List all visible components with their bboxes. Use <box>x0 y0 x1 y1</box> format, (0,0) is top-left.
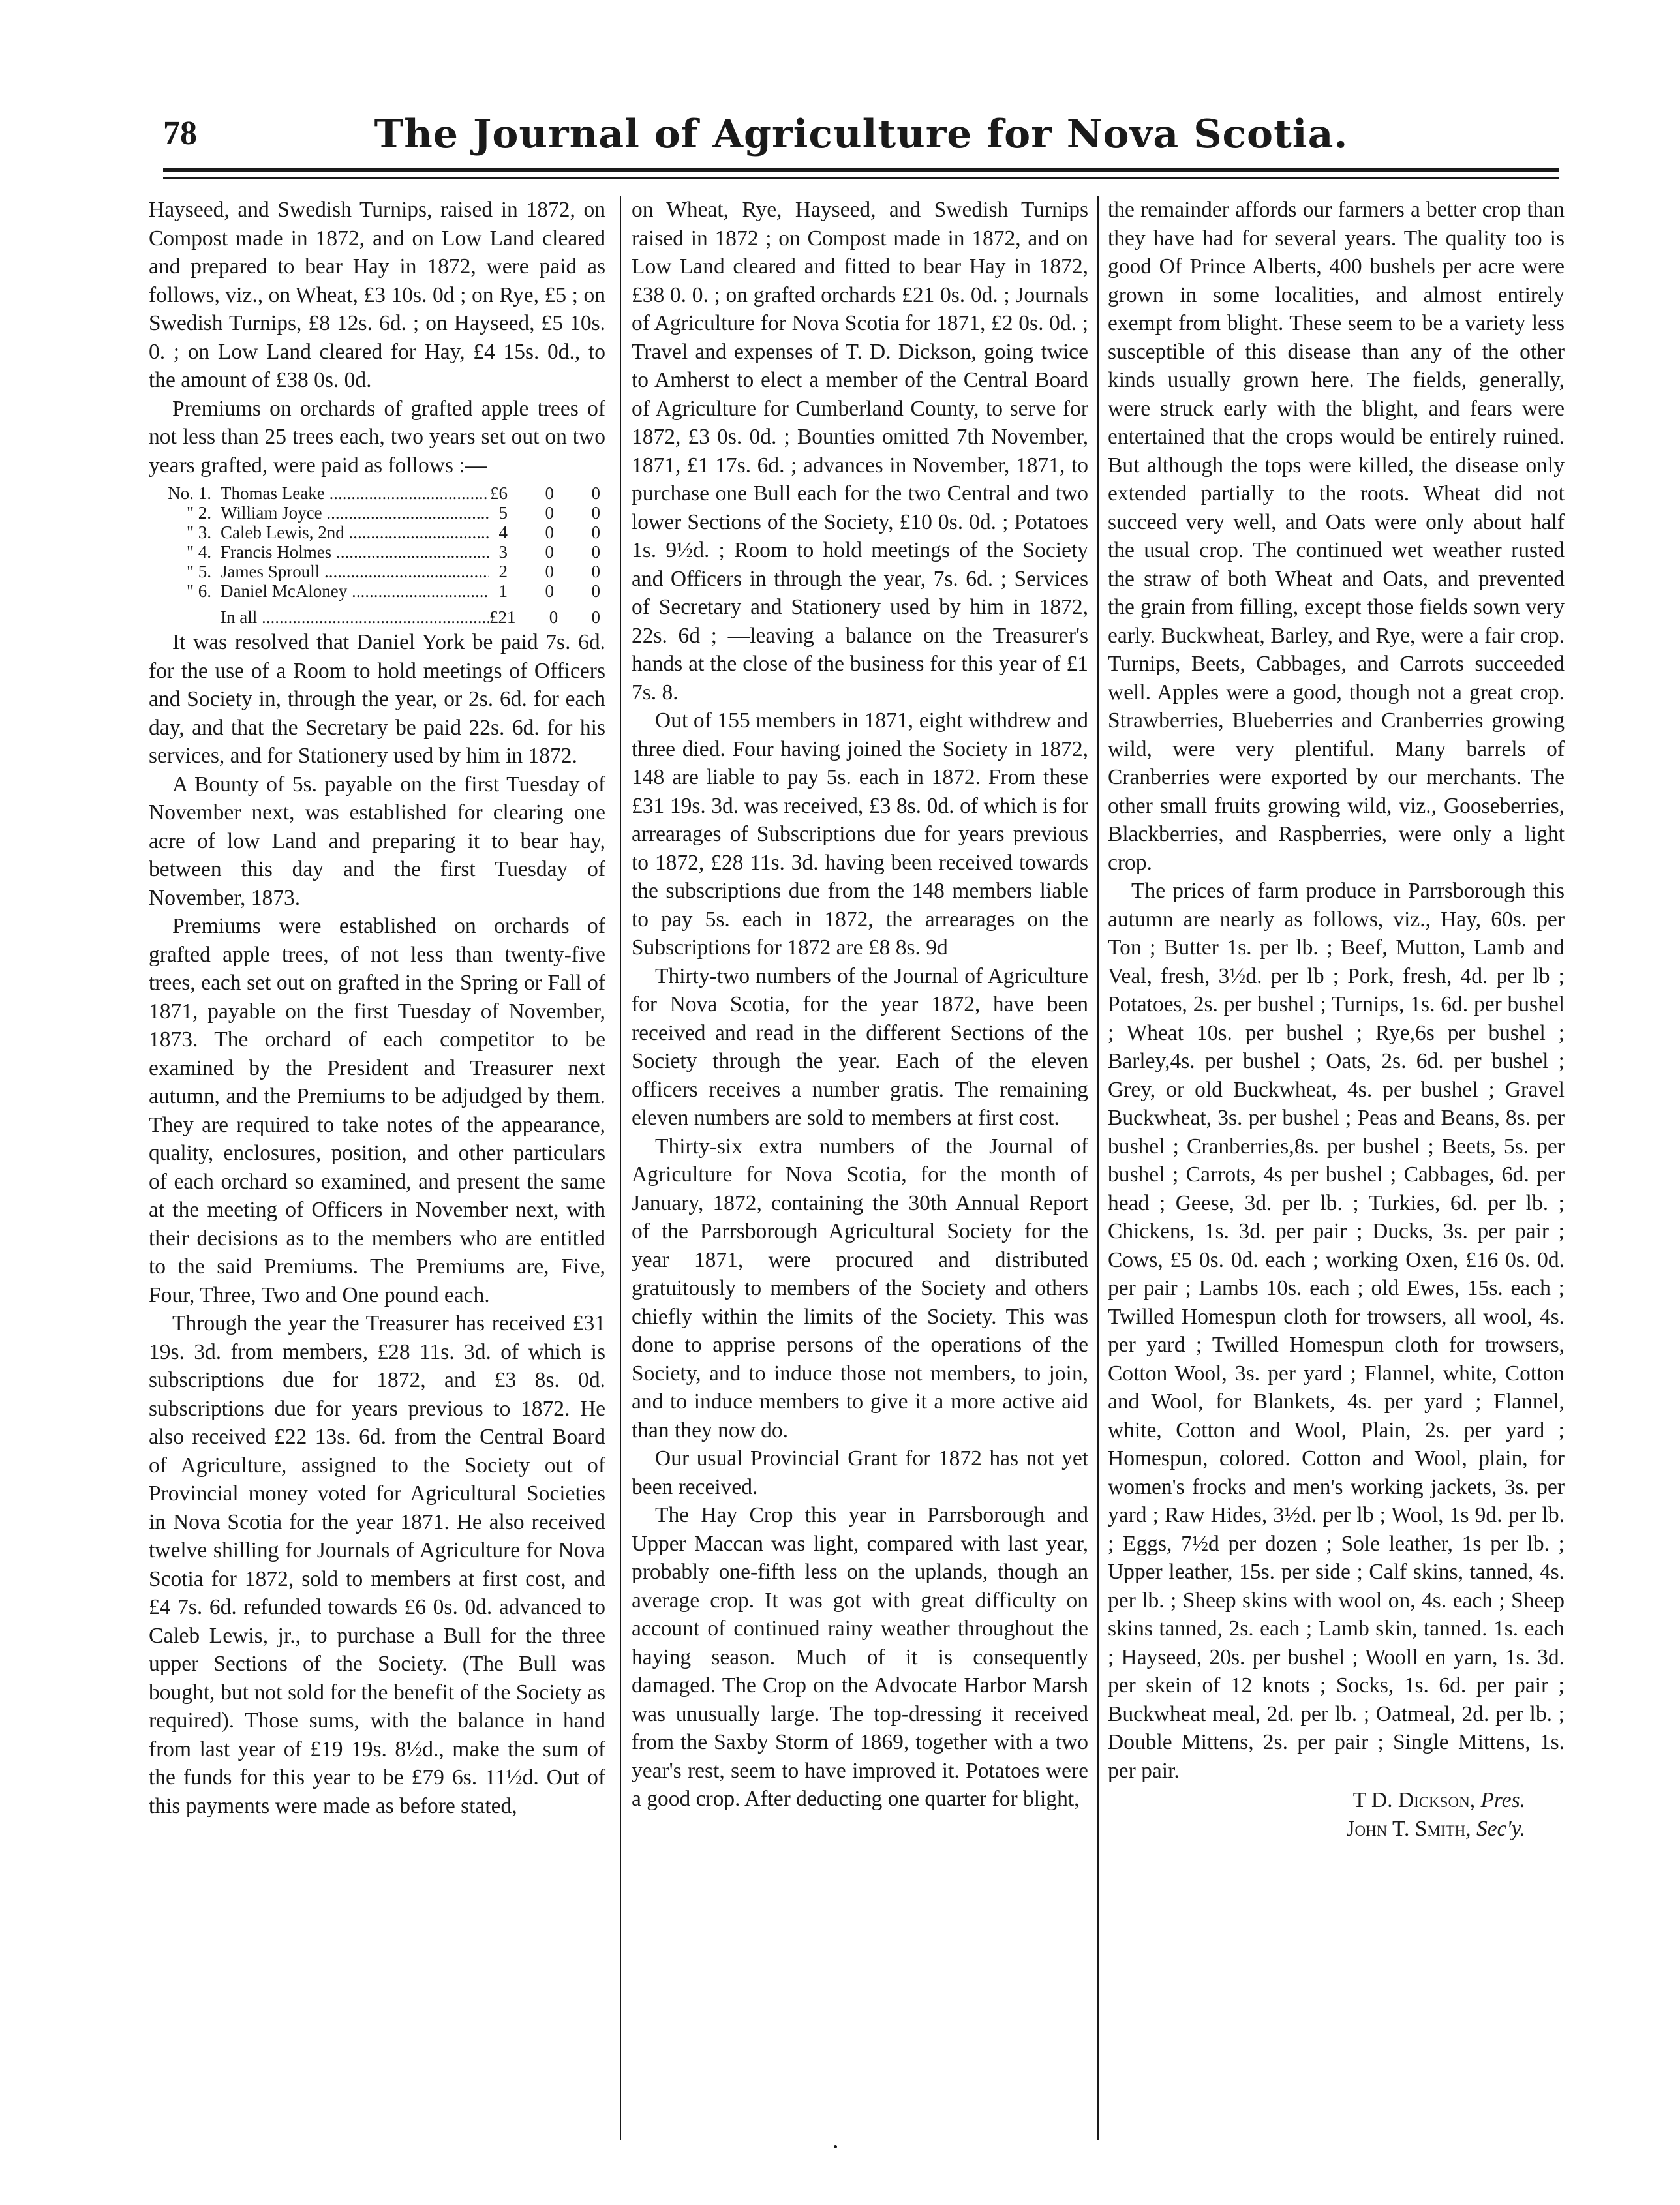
page-header <box>163 114 1559 160</box>
list-name: William Joyce ..... <box>221 503 489 523</box>
list-item <box>149 503 605 523</box>
pounds: £6 <box>490 483 508 503</box>
list-item <box>149 542 605 562</box>
list-amount <box>489 483 605 503</box>
column-1 <box>149 196 605 1820</box>
pence: 0 <box>591 562 600 581</box>
column-divider-1 <box>620 196 621 2140</box>
shillings: 0 <box>545 523 554 542</box>
list-item <box>149 523 605 542</box>
pence: 0 <box>591 483 600 503</box>
running-title: The Journal of Agriculture for Nova Scotia. <box>374 112 1349 157</box>
list-amount <box>489 542 605 562</box>
page-number: 78 <box>163 115 197 152</box>
list-name: Caleb Lewis, 2nd ..... <box>221 523 489 542</box>
pence: 0 <box>591 503 600 523</box>
paragraph: A Bounty of 5s. payable on the first Tuesday of November next, was established for clearing one acre of low Land and preparing it to bear hay, between this day and the first Tuesday of November, 1873. <box>149 772 605 910</box>
paragraph: It was resolved that Daniel York be paid 7s. 6d. for the use of a Room to hold meetings of Officers and Society in, through the year, or 2s. 6d. for each day, and that the Secretary be paid 22s. 6d. for his services, and for Stationery used by him in 1872. <box>149 630 605 768</box>
paragraph: Hayseed, and Swedish Turnips, raised in 1872, on Compost made in 1872, and on Low Land cleared and prepared to bear Hay in 1872, were paid as follows, viz., on Wheat, £3 10s. 0d ; on Rye, £5 ; on Swedish Turnips, £8 12s. 6d. ; on Hayseed, £5 10s. 0. ; on Low Land cleared for Hay, £4 15s. 0d., to the amount of £38 0s. 0d. <box>149 198 605 392</box>
signature-role: Sec'y. <box>1476 1816 1525 1841</box>
pounds: 5 <box>498 503 508 523</box>
column-3 <box>1108 196 1565 1843</box>
pounds: 2 <box>498 562 508 581</box>
pence: 0 <box>591 607 600 627</box>
list-number: " 3. <box>186 523 211 542</box>
column-2 <box>632 196 1088 1814</box>
list-name: Thomas Leake ..... <box>221 483 489 503</box>
list-amount <box>489 581 605 601</box>
header-rule-thick <box>163 168 1559 172</box>
shillings: 0 <box>545 581 554 601</box>
pence: 0 <box>591 581 600 601</box>
list-item <box>149 581 605 601</box>
shillings: 0 <box>545 542 554 562</box>
pounds: 4 <box>498 523 508 542</box>
list-total <box>149 607 605 627</box>
total-label: In all ..... <box>221 607 489 627</box>
list-number: " 4. <box>186 542 211 562</box>
pence: 0 <box>591 523 600 542</box>
list-item <box>149 562 605 581</box>
column-divider-2 <box>1097 196 1099 2140</box>
shillings: 0 <box>549 607 558 627</box>
signature-president <box>1108 1786 1565 1815</box>
paragraph: the remainder affords our farmers a better crop than they have had for several years. The quality too is good Of Prince Alberts, 400 bushels per acre were grown in some localities, and almost entirely exempt from blight. These seem to be a variety less susceptible of this disease than any of the other kinds usually grown here. The fields, generally, were struck early with the blight, and fears were entertained that the crops would be entirely ruined. But although the tops were killed, the disease only extended partially to the roots. Wheat did not succeed very well, and Oats were only about half the usual crop. The continued wet weather rusted the straw of both Wheat and Oats, and prevented the grain from filling, except those fields sown very early. Buckwheat, Barley, and Rye, were a fair crop. Turnips, Beets, Cabbages, and Carrots succeeded well. Apples were a good, though not a great crop. Strawberries, Blueberries and Cranberries growing wild, were very plentiful. Many barrels of Cranberries were exported by our merchants. The other small fruits growing wild, viz., Gooseberries, Blackberries, and Raspberries, were only a light crop. <box>1108 198 1565 875</box>
list-name: Daniel McAloney ..... <box>221 581 489 601</box>
list-name: Francis Holmes ..... <box>221 542 489 562</box>
pounds: £21 <box>489 607 516 627</box>
shillings: 0 <box>545 562 554 581</box>
shillings: 0 <box>545 503 554 523</box>
shillings: 0 <box>545 483 554 503</box>
list-amount <box>489 562 605 581</box>
paragraph: Through the year the Treasurer has received £31 19s. 3d. from members, £28 11s. 3d. of which is subscriptions due for 1872, and £3 8s. 0d. subscriptions due for years previous to 1872. He also received £22 13s. 6d. from the Central Board of Agriculture, assigned to the Society out of Provincial money voted for Agricultural Societies in Nova Scotia for the year 1871. He also received twelve shilling for Journals of Agriculture for Nova Scotia for 1872, sold to members at first cost, and £4 7s. 6d. refunded towards £6 0s. 0d. advanced to Caleb Lewis, jr., to purchase a Bull for the three upper Sections of the Society. (The Bull was bought, but not sold for the benefit of the Society as required). Those sums, with the balance in hand from last year of £19 19s. 8½d., make the sum of the funds for this year to be £79 6s. 11½d. Out of this payments were made as before stated, <box>149 1311 605 1818</box>
header-rule-thin <box>163 177 1559 179</box>
list-number: " 2. <box>186 503 211 523</box>
list-amount <box>489 503 605 523</box>
list-amount <box>489 523 605 542</box>
pence: 0 <box>591 542 600 562</box>
list-name: James Sproull ..... <box>221 562 489 581</box>
signature-name: T D. Dickson, <box>1352 1788 1476 1812</box>
paragraph: The Hay Crop this year in Parrsborough and Upper Maccan was light, compared with last year, probably one-fifth less on the uplands, though an average crop. It was got with great difficulty on account of continued rainy weather throughout the haying season. Much of it is consequently damaged. The Crop on the Advocate Harbor Marsh was unusually large. The top-dressing it received from the Saxby Storm of 1869, together with a two year's rest, seem to have improved it. Potatoes were a good crop. After deducting one quarter for blight, <box>632 1503 1088 1811</box>
list-number: No. 1. <box>168 483 211 503</box>
signature-secretary <box>1108 1815 1565 1844</box>
premium-list <box>149 483 605 627</box>
paragraph: on Wheat, Rye, Hayseed, and Swedish Turnips raised in 1872 ; on Compost made in 1872, and on Low Land cleared and fitted to bear Hay in 1872, £38 0. 0. ; on grafted orchards £21 0s. 0d. ; Journals of Agriculture for Nova Scotia for 1871, £2 0s. 0d. ; Travel and expenses of T. D. Dickson, going twice to Amherst to elect a member of the Central Board of Agriculture for Cumberland County, to serve for 1872, £3 0s. 0d. ; Bounties omitted 7th November, 1871, £1 17s. 6d. ; advances in November, 1871, to purchase one Bull each for the two Central and two lower Sections of the Society, £10 0s. 0d. ; Potatoes 1s. 9½d. ; Room to hold meetings of the Society and Officers in through the year, 7s. 6d. ; Services of Secretary and Stationery used by him in 1872, 22s. 6d ; —leaving a balance on the Treasurer's hands at the close of the business for this year of £1 7s. 8. <box>632 198 1088 705</box>
signature-role: Pres. <box>1480 1788 1525 1812</box>
list-number: " 6. <box>186 581 211 601</box>
paragraph: Out of 155 members in 1871, eight withdrew and three died. Four having joined the Society in 1872, 148 are liable to pay 5s. each in 1872. From these £31 19s. 3d. was received, £3 8s. 0d. of which is for arrearages of Subscriptions due for years previous to 1872, £28 11s. 3d. having been received towards the subscriptions due from the 148 members liable to pay 5s. each in 1872, the arrearages on the Subscriptions for 1872 are £8 8s. 9d <box>632 708 1088 960</box>
paragraph: Premiums on orchards of grafted apple trees of not less than 25 trees each, two years set out on two years grafted, were paid as follows :— <box>149 396 605 478</box>
paragraph: Thirty-two numbers of the Journal of Agriculture for Nova Scotia, for the year 1872, have been received and read in the different Sections of the Society through the year. Each of the eleven officers receives a number gratis. The remaining eleven numbers are sold to members at first cost. <box>632 964 1088 1130</box>
pounds: 1 <box>498 581 508 601</box>
paragraph: Premiums were established on orchards of grafted apple trees, of not less than twenty-five trees, each set out on grafted in the Spring or Fall of 1871, payable on the first Tuesday of November, 1873. The orchard of each competitor to be examined by the President and Treasurer next autumn, and the Premiums to be adjudged by them. They are required to take notes of the appearance, quality, enclosures, position, and other particulars of each orchard so examined, and present the same at the meeting of Officers in November next, with their decisions as to the members who are entitled to the said Premiums. The Premiums are, Five, Four, Three, Two and One pound each. <box>149 914 605 1307</box>
pounds: 3 <box>498 542 508 562</box>
paragraph: Our usual Provincial Grant for 1872 has not yet been received. <box>632 1446 1088 1499</box>
total-amount <box>489 607 605 627</box>
list-number: " 5. <box>186 562 211 581</box>
footer-mark <box>834 2145 837 2148</box>
paragraph: The prices of farm produce in Parrsborough this autumn are nearly as follows, viz., Hay, 60s. per Ton ; Butter 1s. per lb. ; Beef, Mutton, Lamb and Veal, fresh, 3½d. per lb ; Pork, fresh, 4d. per lb ; Potatoes, 2s. per bushel ; Turnips, 1s. 6d. per bushel ; Wheat 10s. per bushel ; Rye,6s per bushel ; Barley,4s. per bushel ; Oats, 2s. 6d. per bushel ; Grey, or old Buckwheat, 4s. per bushel ; Gravel Buckwheat, 3s. per bushel ; Peas and Beans, 8s. per bushel ; Cranberries,8s. per bushel ; Beets, 5s. per bushel ; Carrots, 4s per bushel ; Cabbages, 6d. per head ; Geese, 3d. per lb. ; Turkies, 6d. per lb. ; Chickens, 1s. 3d. per pair ; Ducks, 3s. per pair ; Cows, £5 0s. 0d. each ; working Oxen, £16 0s. 0d. per pair ; Lambs 10s. each ; old Ewes, 15s. each ; Twilled Homespun cloth for trowsers, all wool, 4s. per yard ; Twilled Homespun cloth for trowsers, Cotton Wool, 3s. per yard ; Flannel, white, Cotton and Wool, for Blankets, 4s. per yard ; Flannel, white, Cotton and Wool, Plain, 2s. per yard ; Homespun, colored. Cotton and Wool, plain, for women's frocks and men's working jackets, 3s. per yard ; Raw Hides, 3½d. per lb ; Wool, 1s 9d. per lb. ; Eggs, 7½d per dozen ; Sole leather, 1s per lb. ; Upper leather, 15s. per side ; Calf skins, tanned, 4s. per lb. ; Sheep skins with wool on, 4s. each ; Sheep skins tanned, 2s. each ; Lamb skin, tanned. 1s. each ; Hayseed, 20s. per bushel ; Wooll en yarn, 1s. 3d. per skein of 12 knots ; Socks, 1s. 6d. per pair ; Buckwheat meal, 2d. per lb. ; Oatmeal, 2d. per lb. ; Double Mittens, 2s. per pair ; Single Mittens, 1s. per pair. <box>1108 879 1565 1783</box>
list-item <box>149 483 605 503</box>
signature-name: John T. Smith, <box>1346 1816 1471 1841</box>
paragraph: Thirty-six extra numbers of the Journal of Agriculture for Nova Scotia, for the month of January, 1872, containing the 30th Annual Report of the Parrsborough Agricultural Society for the year 1871, were procured and distributed gratuitously to members of the Society and others chiefly within the limits of the Society. This was done to apprise persons of the operations of the Society, and to induce those not members, to join, and to induce members to give it a more active aid than they now do. <box>632 1134 1088 1442</box>
